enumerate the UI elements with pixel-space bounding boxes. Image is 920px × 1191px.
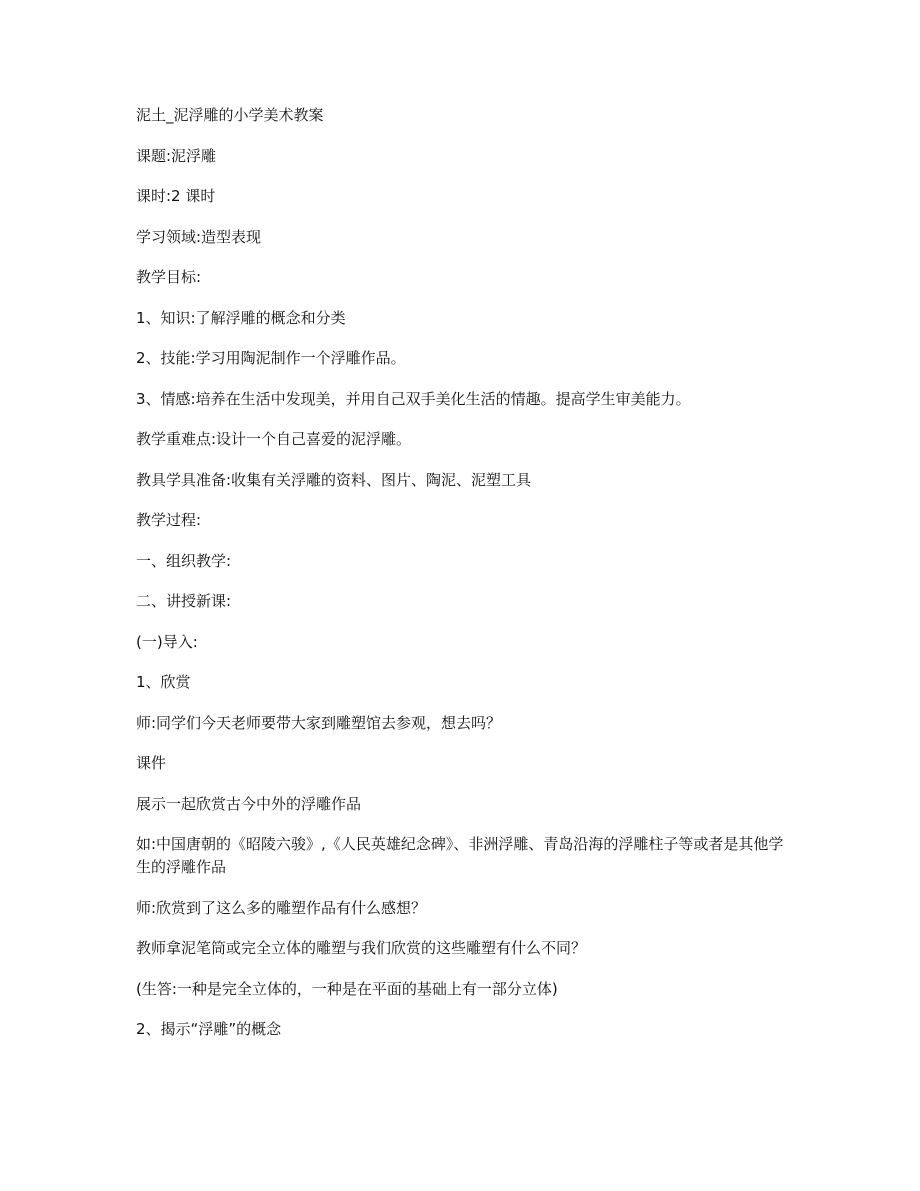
learning-field: 学习领域:造型表现: [136, 227, 262, 246]
step-organize: 一、组织教学:: [136, 551, 232, 570]
reveal-concept: 2、揭示“浮雕”的概念: [136, 1020, 282, 1038]
goal-knowledge: 1、知识:了解浮雕的概念和分类: [136, 308, 346, 327]
key-difficulty: 教学重难点:设计一个自己喜爱的泥浮雕。: [136, 430, 412, 448]
teaching-materials: 教具学具准备:收集有关浮雕的资料、图片、陶泥、泥塑工具: [136, 470, 532, 489]
teaching-process-heading: 教学过程:: [136, 511, 202, 529]
goal-emotion: 3、情感:培养在生活中发现美，并用自己双手美化生活的情趣。提高学生审美能力。: [136, 389, 691, 408]
lesson-topic: 课题:泥浮雕: [136, 146, 217, 165]
teacher-line-3: 教师拿泥笔筒或完全立体的雕塑与我们欣赏的这些雕塑有什么不同？: [136, 939, 587, 957]
goal-skill: 2、技能:学习用陶泥制作一个浮雕作品。: [136, 349, 406, 367]
document-body: [136, 104, 796, 1059]
teacher-line-2: 师:欣赏到了这么多的雕塑作品有什么感想？: [136, 898, 427, 917]
lesson-hours: 课时:2 课时: [136, 187, 216, 205]
student-answer: (生答:一种是完全立体的，一种是在平面的基础上有一部分立体): [136, 979, 558, 998]
courseware-label: 课件: [136, 754, 167, 772]
step-new-lesson: 二、讲授新课:: [136, 592, 232, 610]
document-title: 泥土_泥浮雕的小学美术教案: [136, 106, 324, 124]
step-intro: (一)导入:: [136, 632, 198, 651]
teacher-line-1: 师:同学们今天老师要带大家到雕塑馆去参观，想去吗？: [136, 713, 502, 732]
display-works: 展示一起欣赏古今中外的浮雕作品: [136, 794, 362, 813]
teaching-goals-heading: 教学目标:: [136, 268, 202, 286]
examples-paragraph: 如:中国唐朝的《昭陵六骏》,《人民英雄纪念碑》、非洲浮雕、青岛沿海的浮雕柱子等或者是其他学生的浮雕作品: [136, 835, 784, 876]
step-appreciate: 1、欣赏: [136, 673, 191, 691]
